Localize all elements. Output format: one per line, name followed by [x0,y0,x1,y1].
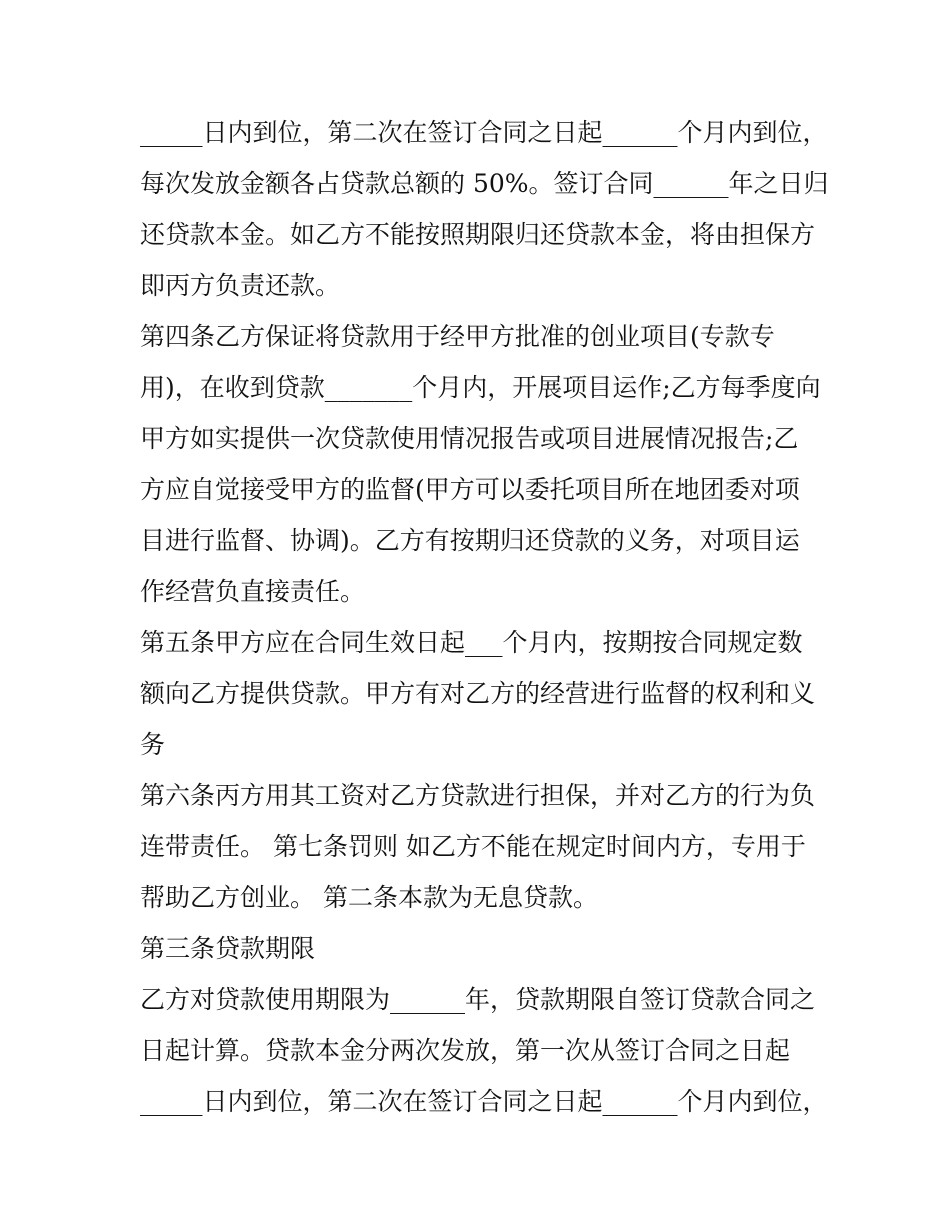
text-line: 第六条丙方用其工资对乙方贷款进行担保，并对乙方的行为负 [140,781,816,810]
text-line: 目进行监督、协调)。乙方有按期归还贷款的义务，对项目运 [140,526,800,555]
text-line: 用)，在收到贷款_______个月内，开展项目运作;乙方每季度向 [140,373,821,402]
text-line: 额向乙方提供贷款。甲方有对乙方的经营进行监督的权利和义 [140,679,816,708]
contract-text [140,107,830,1127]
text-line: 作经营负直接责任。 [140,577,366,606]
text-line: 务 [140,730,166,759]
text-line: 第五条甲方应在合同生效日起___个月内，按期按合同规定数 [140,628,803,657]
text-line: 方应自觉接受甲方的监督(甲方可以委托项目所在地团委对项 [140,475,800,504]
text-line: _____日内到位，第二次在签订合同之日起______个月内到位， [140,118,828,147]
text-line: 帮助乙方创业。 第二条本款为无息贷款。 [140,883,598,912]
text-line: 甲方如实提供一次贷款使用情况报告或项目进展情况报告;乙 [140,424,799,453]
text-line: 还贷款本金。如乙方不能按照期限归还贷款本金，将由担保方 [140,220,816,249]
text-line: 连带责任。 第七条罚则 如乙方不能在规定时间内方，专用于 [140,832,806,861]
text-line: 每次发放金额各占贷款总额的 50%。签订合同______年之日归 [140,169,829,198]
text-line: 即丙方负责还款。 [140,271,341,300]
text-line: 第三条贷款期限 [140,934,316,963]
text-line: _____日内到位，第二次在签订合同之日起______个月内到位， [140,1087,828,1116]
text-line: 第四条乙方保证将贷款用于经甲方批准的创业项目(专款专 [140,322,775,351]
text-line: 乙方对贷款使用期限为______年，贷款期限自签订贷款合同之 [140,985,816,1014]
text-line: 日起计算。贷款本金分两次发放，第一次从签订合同之日起 [140,1036,791,1065]
